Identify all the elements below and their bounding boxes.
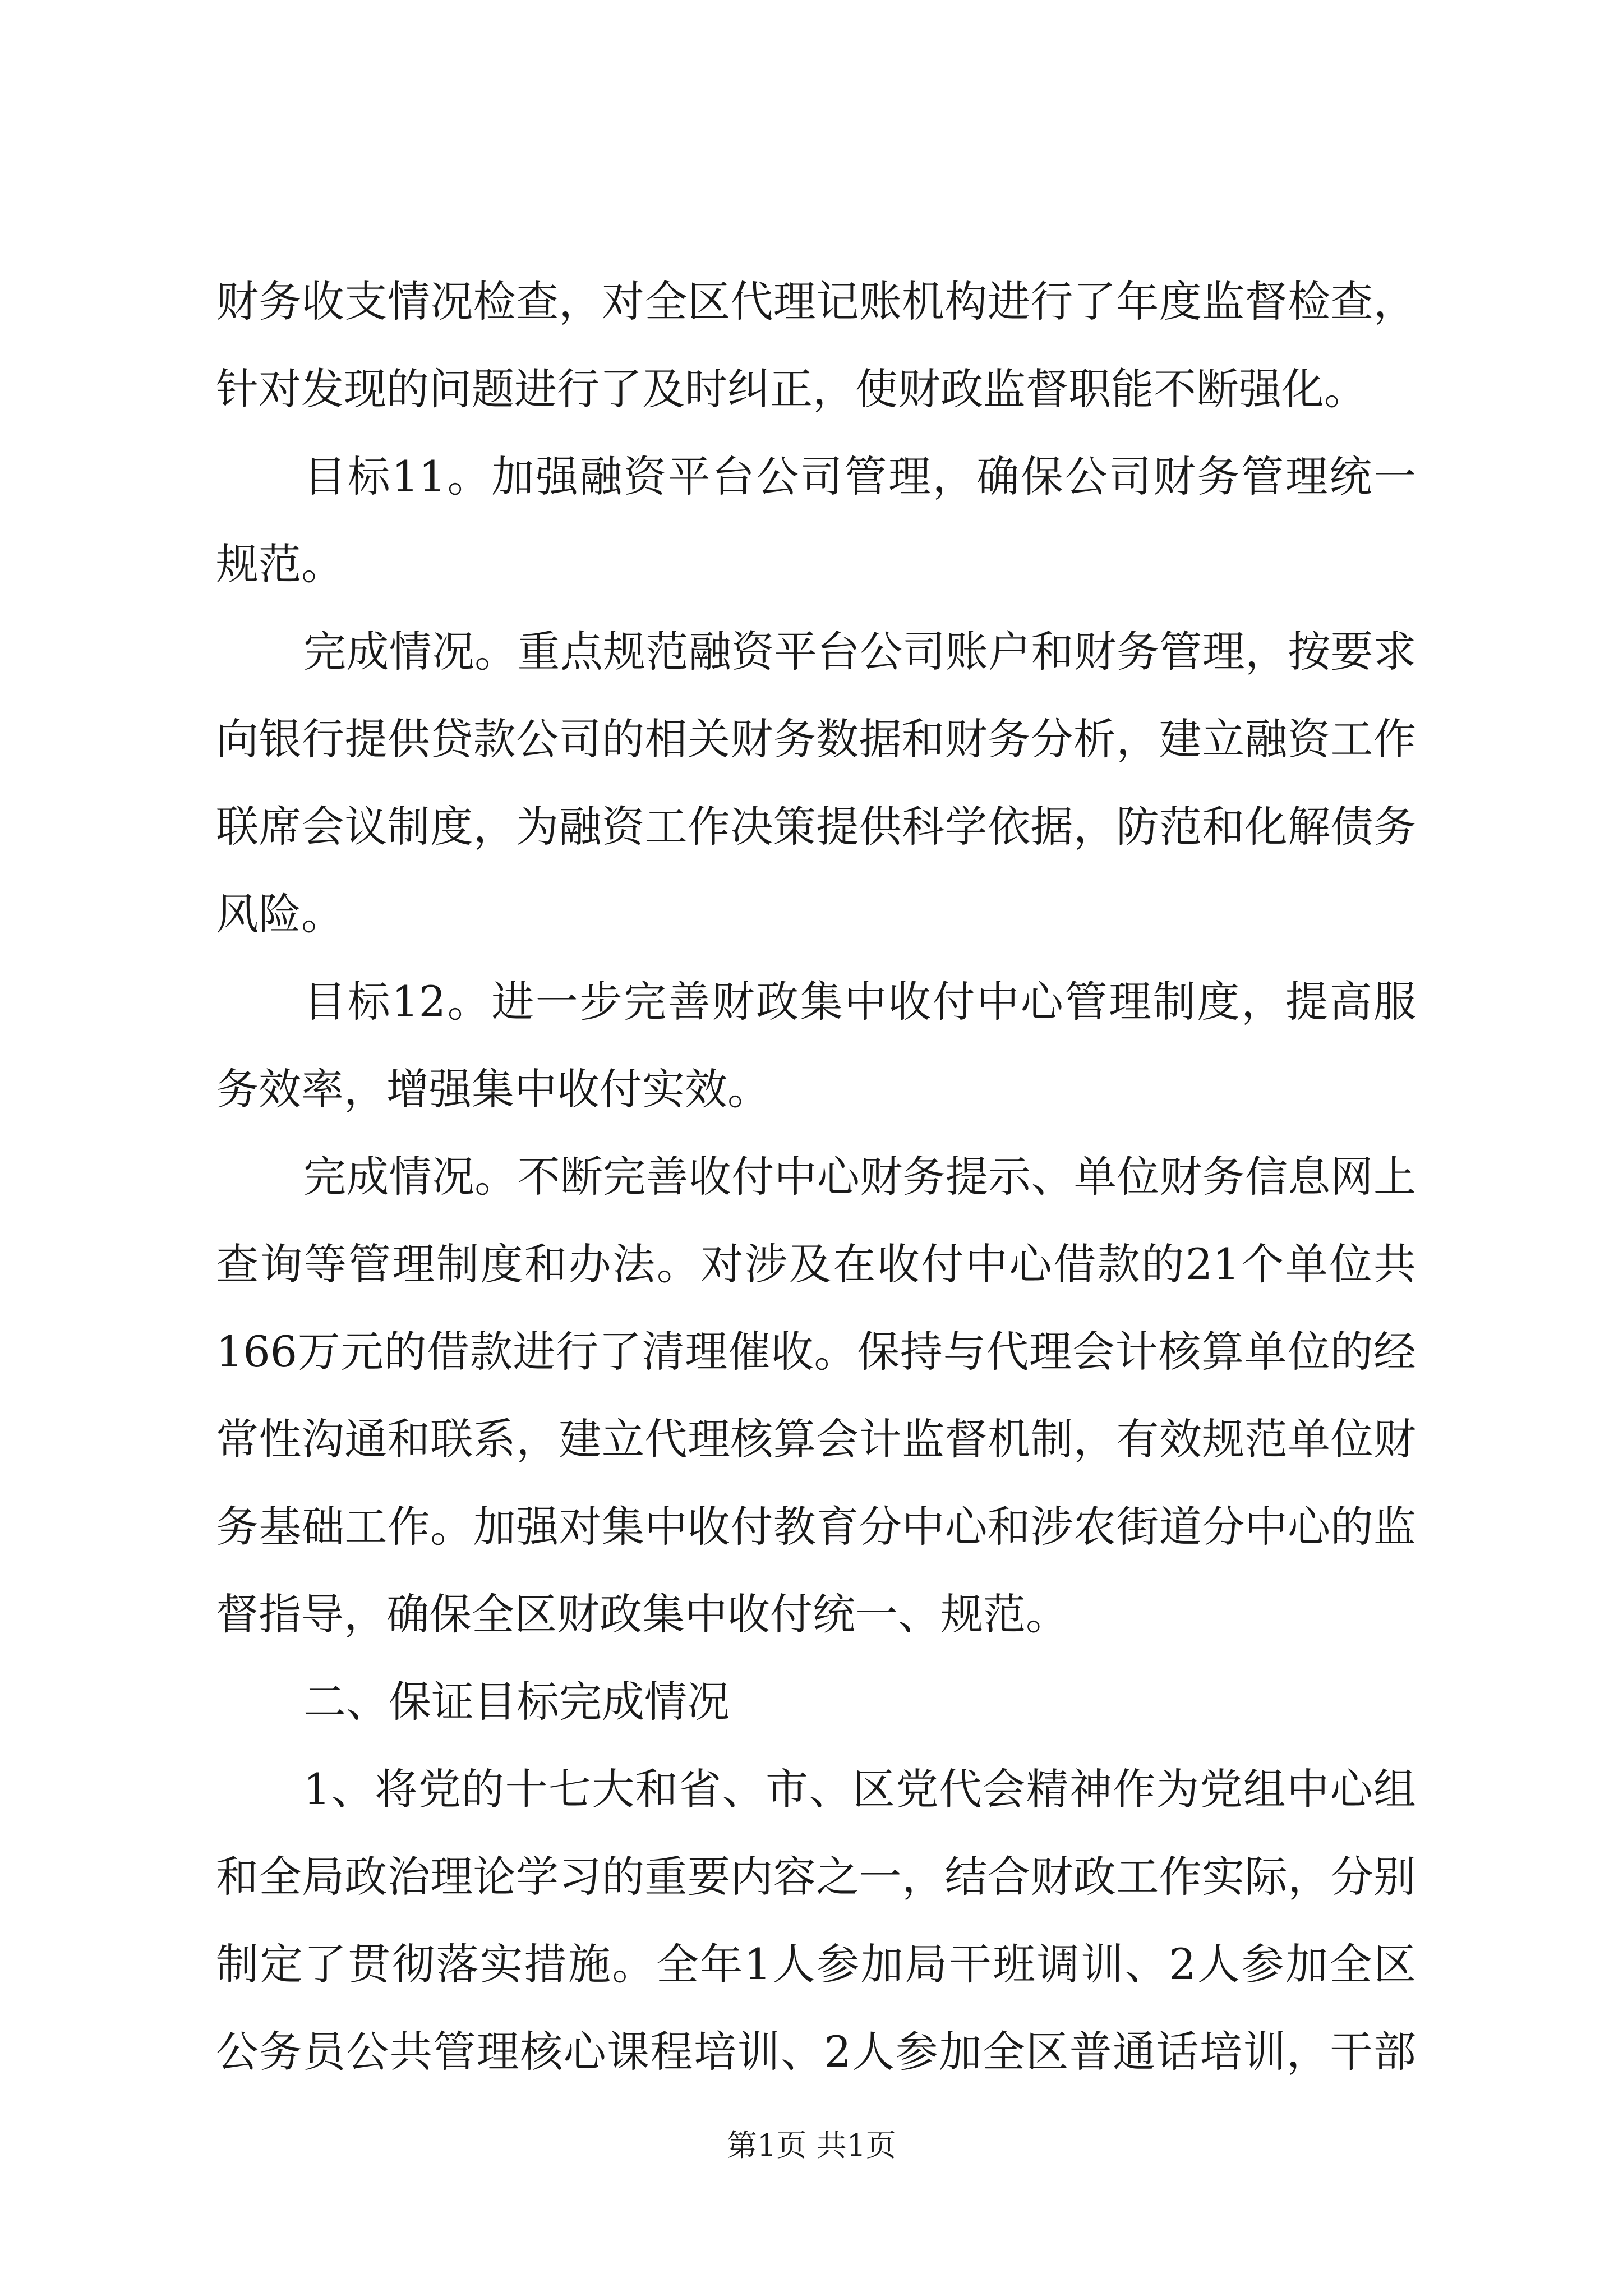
paragraph-heading-goal-11: 目标11。加强融资平台公司管理，确保公司财务管理统一: [303, 452, 1416, 501]
text-line: 针对发现的问题进行了及时纠正，使财政监督职能不断强化。: [216, 364, 1367, 414]
paragraph-completion-status: 完成情况。重点规范融资平台公司账户和财务管理，按要求: [303, 627, 1416, 677]
text-line: 166万元的借款进行了清理催收。保持与代理会计核算单位的经: [216, 1327, 1416, 1377]
text-line: 务基础工作。加强对集中收付教育分中心和涉农街道分中心的监: [216, 1502, 1416, 1552]
document-body: [216, 258, 1416, 2096]
text-line: 制定了贯彻落实措施。全年1人参加局干班调训、2人参加全区: [216, 1939, 1416, 1989]
text-line: 公务员公共管理核心课程培训、2人参加全区普通话培训，干部: [216, 2027, 1416, 2077]
text-line: 规范。: [216, 539, 344, 589]
paragraph-completion-status: 完成情况。不断完善收付中心财务提示、单位财务信息网上: [303, 1152, 1416, 1202]
section-heading: 二、保证目标完成情况: [303, 1677, 730, 1727]
text-line: 风险。: [216, 889, 344, 939]
text-line: 务效率，增强集中收付实效。: [216, 1064, 770, 1114]
text-line: 向银行提供贷款公司的相关财务数据和财务分析，建立融资工作: [216, 714, 1416, 764]
paragraph-heading-goal-12: 目标12。进一步完善财政集中收付中心管理制度，提高服: [303, 977, 1416, 1027]
text-line: 查询等管理制度和办法。对涉及在收付中心借款的21个单位共: [216, 1239, 1416, 1289]
text-line: 和全局政治理论学习的重要内容之一，结合财政工作实际，分别: [216, 1852, 1416, 1902]
text-line: 财务收支情况检查，对全区代理记账机构进行了年度监督检查，: [216, 277, 1416, 326]
text-line: 联席会议制度，为融资工作决策提供科学依据，防范和化解债务: [216, 802, 1416, 852]
text-line: 常性沟通和联系，建立代理核算会计监督机制，有效规范单位财: [216, 1414, 1416, 1464]
paragraph-item-1: 1、将党的十七大和省、市、区党代会精神作为党组中心组: [303, 1764, 1416, 1814]
text-line: 督指导，确保全区财政集中收付统一、规范。: [216, 1589, 1068, 1639]
page-number-footer: 第1页 共1页: [727, 2128, 896, 2163]
